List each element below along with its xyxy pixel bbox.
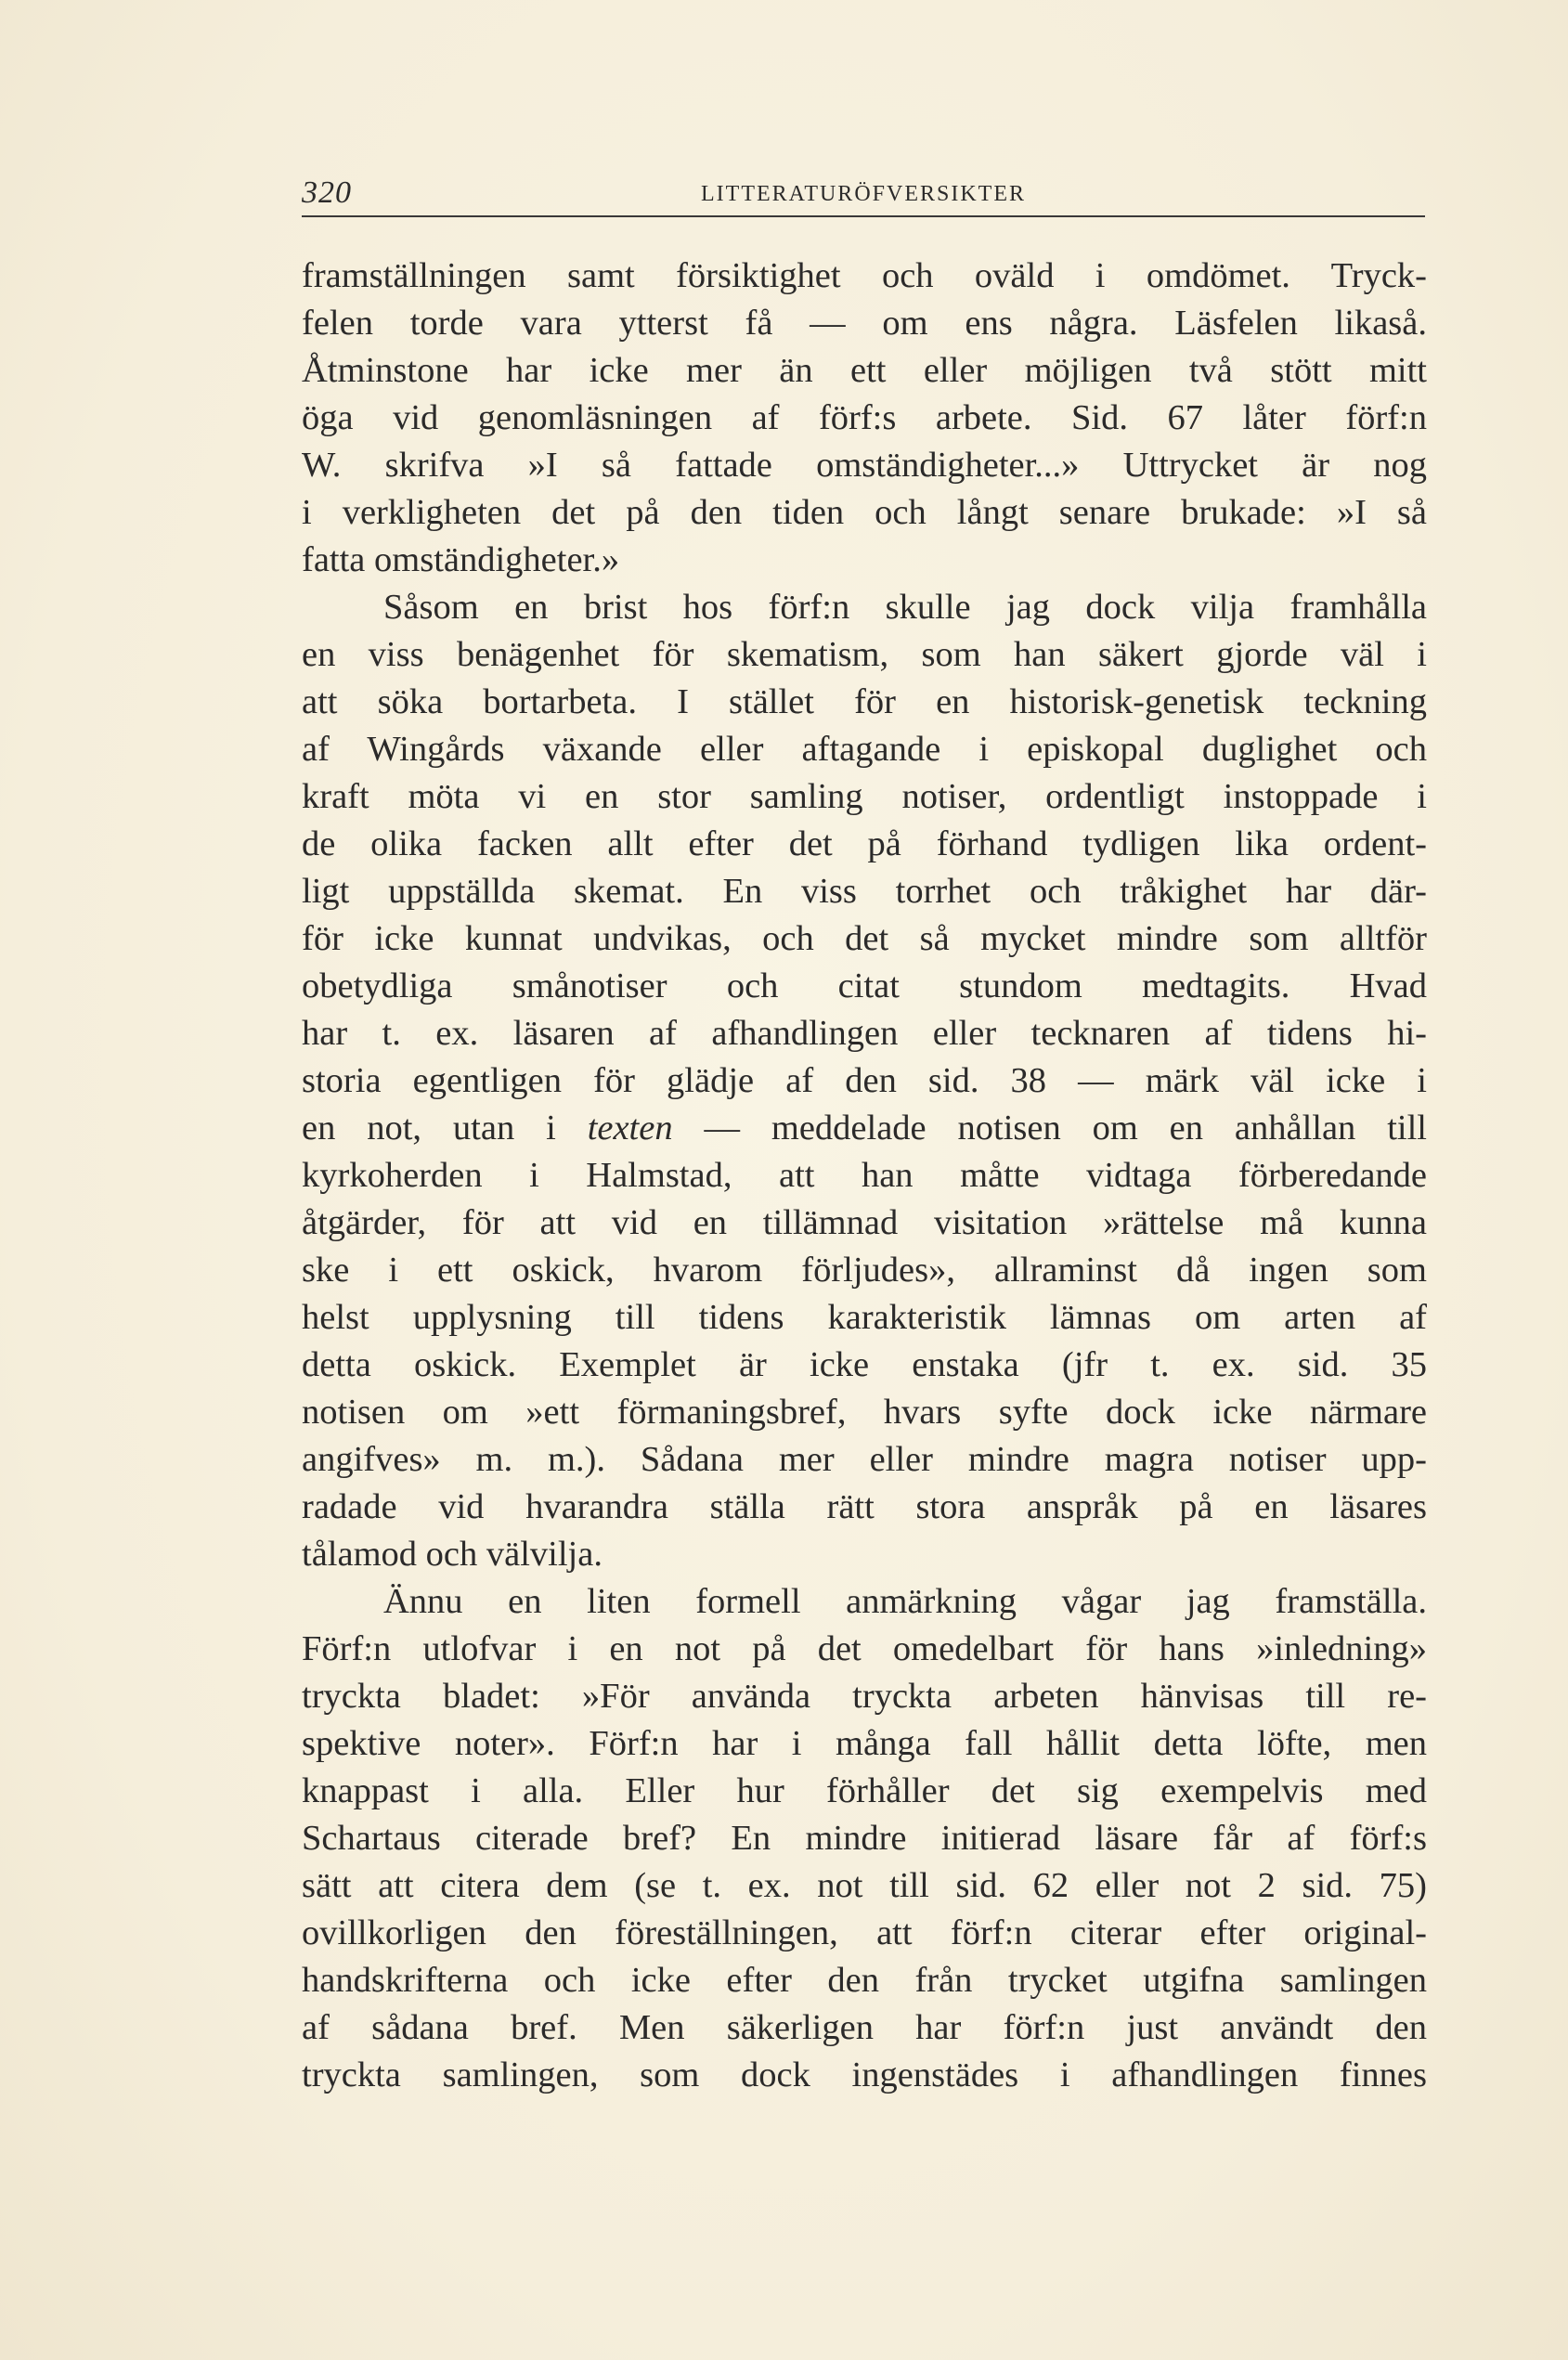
text-line: Schartaus citerade bref? En mindre initierad läsare får af förf:s <box>302 1819 1427 1858</box>
text-line: tryckta bladet: »För använda tryckta arbeten hänvisas till re- <box>302 1677 1427 1716</box>
text-line: ske i ett oskick, hvarom förljudes», allraminst då ingen som <box>302 1251 1427 1290</box>
text-line: de olika facken allt efter det på förhand tydligen lika ordent- <box>302 824 1427 863</box>
text-line: har t. ex. läsaren af afhandlingen eller tecknaren af tidens hi- <box>302 1014 1427 1053</box>
text-line: en not, utan i texten — meddelade notisen om en anhållan till <box>302 1109 1427 1148</box>
page-number: 320 <box>302 175 352 210</box>
text-line: handskrifterna och icke efter den från trycket utgifna samlingen <box>302 1961 1427 2000</box>
text-line: öga vid genomläsningen af förf:s arbete. Sid. 67 låter förf:n <box>302 398 1427 437</box>
text-line: storia egentligen för glädje af den sid. 38 — märk väl icke i <box>302 1061 1427 1100</box>
section-title: LITTERATURÖFVERSIKTER <box>701 182 1026 206</box>
text-line: i verkligheten det på den tiden och långt senare brukade: »I så <box>302 493 1427 532</box>
text-line: angifves» m. m.). Sådana mer eller mindre magra notiser upp- <box>302 1440 1427 1479</box>
text-line: framställningen samt försiktighet och oväld i omdömet. Tryck- <box>302 256 1427 295</box>
text-line: W. skrifva »I så fattade omständigheter...» Uttrycket är nog <box>302 446 1427 485</box>
text-line: detta oskick. Exemplet är icke enstaka (jfr t. ex. sid. 35 <box>302 1345 1427 1384</box>
text-line: knappast i alla. Eller hur förhåller det sig exempelvis med <box>302 1771 1427 1810</box>
italic-word: texten <box>587 1109 673 1148</box>
text-line: att söka bortarbeta. I stället för en historisk-genetisk teckning <box>302 682 1427 721</box>
text-line: ligt uppställda skemat. En viss torrhet och tråkighet har där- <box>302 872 1427 911</box>
text-line: af sådana bref. Men säkerligen har förf:n just användt den <box>302 2008 1427 2047</box>
text-line: notisen om »ett förmaningsbref, hvars syfte dock icke närmare <box>302 1393 1427 1432</box>
text-line: felen torde vara ytterst få — om ens några. Läsfelen likaså. <box>302 304 1427 343</box>
text-line: Förf:n utlofvar i en not på det omedelbart för hans »inledning» <box>302 1629 1427 1668</box>
text-line: Ännu en liten formell anmärkning vågar jag framställa. <box>383 1582 1427 1621</box>
text-line: en viss benägenhet för skematism, som han säkert gjorde väl i <box>302 635 1427 674</box>
text-line: helst upplysning till tidens karakteristik lämnas om arten af <box>302 1298 1427 1337</box>
text-line: af Wingårds växande eller aftagande i episkopal duglighet och <box>302 730 1427 769</box>
text-line: åtgärder, för att vid en tillämnad visitation »rättelse må kunna <box>302 1203 1427 1242</box>
running-head <box>302 175 1425 217</box>
text-line: fatta omständigheter.» <box>302 540 620 579</box>
text-line: tryckta samlingen, som dock ingenstädes i afhandlingen finnes <box>302 2055 1427 2094</box>
text-line: obetydliga smånotiser och citat stundom medtagits. Hvad <box>302 966 1427 1005</box>
text-line: Åtminstone har icke mer än ett eller möjligen två stött mitt <box>302 351 1427 390</box>
text-line: Såsom en brist hos förf:n skulle jag dock vilja framhålla <box>383 588 1427 627</box>
text-line: kyrkoherden i Halmstad, att han måtte vidtaga förberedande <box>302 1156 1427 1195</box>
body-text <box>302 253 1427 2099</box>
text-line: spektive noter». Förf:n har i många fall hållit detta löfte, men <box>302 1724 1427 1763</box>
text-line: för icke kunnat undvikas, och det så mycket mindre som alltför <box>302 919 1427 958</box>
text-line: radade vid hvarandra ställa rätt stora anspråk på en läsares <box>302 1487 1427 1526</box>
text-line: ovillkorligen den föreställningen, att förf:n citerar efter original- <box>302 1913 1427 1952</box>
text-line: kraft möta vi en stor samling notiser, ordentligt instoppade i <box>302 777 1427 816</box>
text-line: sätt att citera dem (se t. ex. not till sid. 62 eller not 2 sid. 75) <box>302 1866 1427 1905</box>
text-line: tålamod och välvilja. <box>302 1535 603 1574</box>
